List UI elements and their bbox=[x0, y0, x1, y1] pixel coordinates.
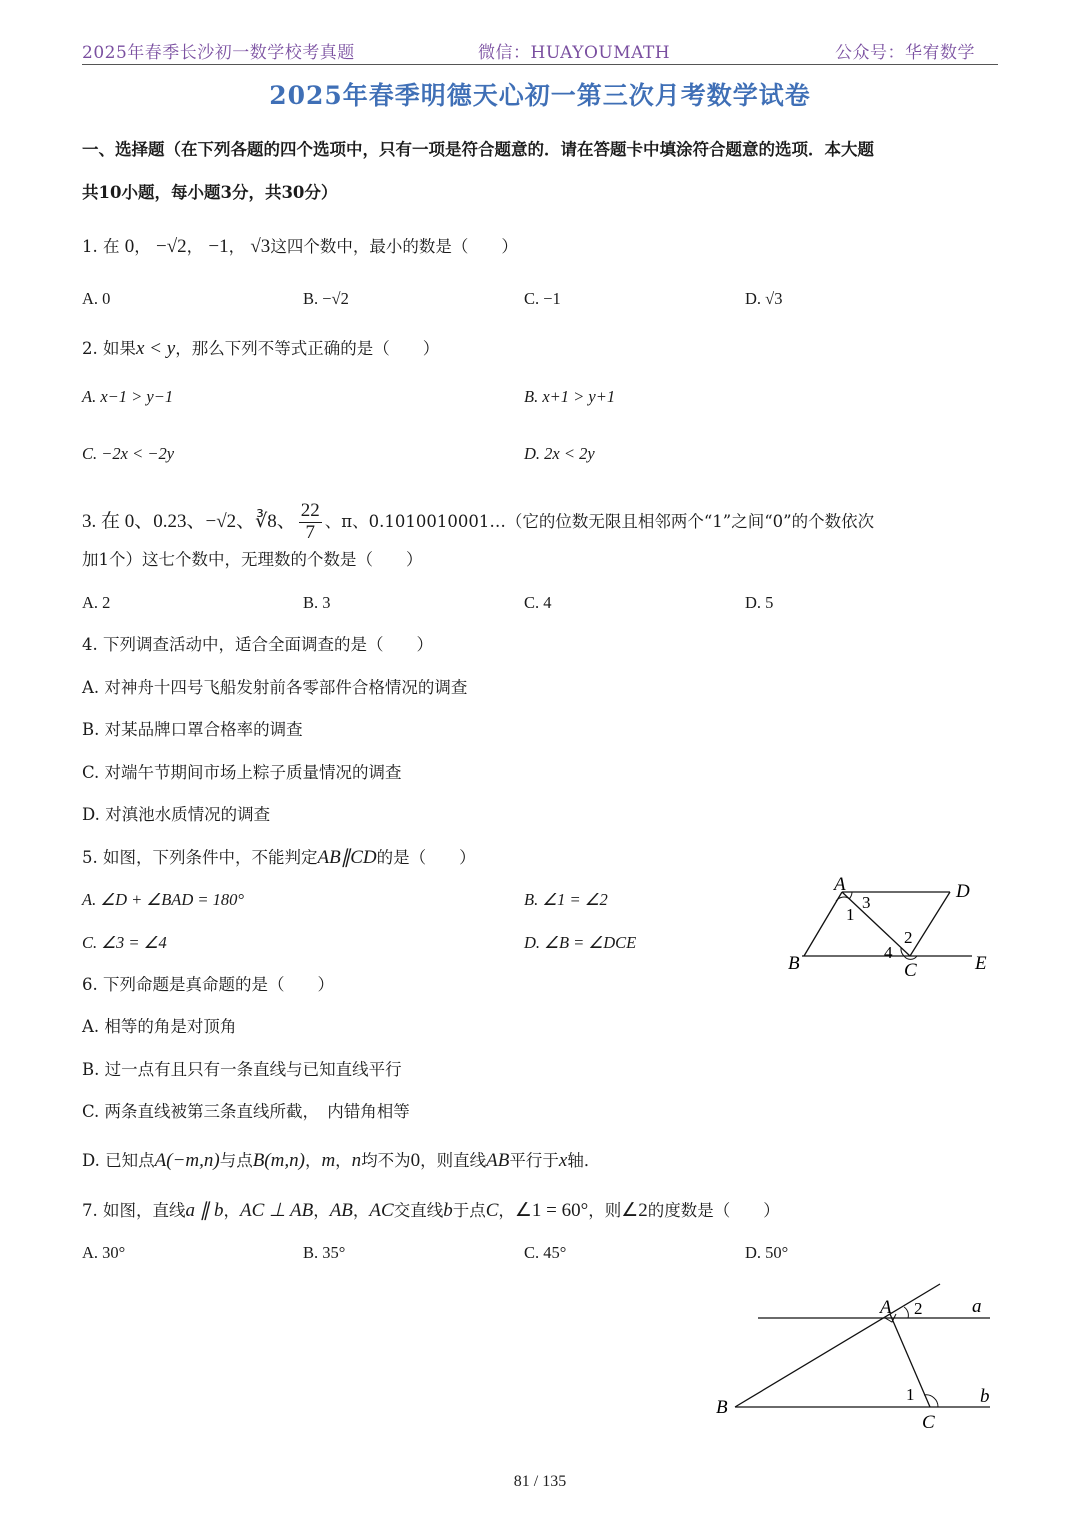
label-c: C bbox=[904, 960, 917, 981]
label-d: D bbox=[956, 881, 970, 902]
label-a-point: A bbox=[880, 1297, 892, 1318]
page-number: 81 / 135 bbox=[513, 1473, 567, 1490]
q7-comma-1: ， bbox=[223, 1201, 240, 1220]
q6d-x: x bbox=[558, 1150, 568, 1171]
label-a: A bbox=[834, 874, 846, 895]
q3-frac-denominator: 7 bbox=[305, 521, 316, 543]
q7-figure bbox=[710, 1278, 1005, 1438]
header-rule bbox=[82, 64, 998, 65]
label-c-point: C bbox=[922, 1412, 935, 1433]
q2-stem bbox=[82, 338, 439, 361]
q1-num-3: √3 bbox=[250, 236, 271, 257]
q6d-text-2: 均不为 bbox=[361, 1151, 411, 1170]
q7-a-parallel-b: a ∥ b bbox=[185, 1200, 224, 1221]
q7-option-c: C. 45° bbox=[524, 1243, 567, 1262]
q2-option-c: C. −2x < −2y bbox=[82, 444, 175, 463]
q4-stem: 4. 下列调查活动中，适合全面调查的是（ ） bbox=[82, 635, 433, 654]
q7-text-3: ，则 bbox=[588, 1201, 622, 1220]
q1-num-0: 0 bbox=[124, 236, 135, 257]
page-title: 2025年春季明德天心初一第三次月考数学试卷 bbox=[269, 81, 811, 110]
label-b: B bbox=[788, 953, 800, 974]
q7-c: C bbox=[485, 1200, 499, 1221]
q7-ac: AC bbox=[369, 1200, 394, 1221]
q3-fraction bbox=[299, 501, 322, 544]
q6d-m: m bbox=[321, 1150, 336, 1171]
section-heading-line1: 一、选择题（在下列各题的四个选项中，只有一项是符合题意的．请在答题卡中填涂符合题意的选项．本大题 bbox=[82, 140, 874, 159]
q5-prefix: 5. 如图，下列条件中，不能判定 bbox=[82, 848, 318, 867]
q6-option-d bbox=[82, 1150, 600, 1173]
q1-option-d: D. √3 bbox=[745, 289, 783, 308]
q2-condition: x < y bbox=[136, 338, 176, 359]
q2-suffix: ，那么下列不等式正确的是（ ） bbox=[175, 339, 440, 358]
q7-option-b: B. 35° bbox=[303, 1243, 346, 1262]
q1-option-b: B. −√2 bbox=[303, 289, 349, 308]
q7-angle-1: ∠1 = 60° bbox=[514, 1200, 589, 1221]
q7-ac-perp-ab: AC ⊥ AB bbox=[240, 1200, 314, 1221]
q6-stem: 6. 下列命题是真命题的是（ ） bbox=[82, 975, 334, 994]
q6d-ab: AB bbox=[486, 1150, 510, 1171]
q3-option-d: D. 5 bbox=[745, 593, 774, 612]
q5-option-a: A. ∠D + ∠BAD = 180° bbox=[82, 890, 245, 909]
q6-option-c: C. 两条直线被第三条直线所截， 内错角相等 bbox=[82, 1102, 410, 1121]
q3-stem-line1 bbox=[82, 501, 874, 544]
q6d-zero: 0 bbox=[410, 1150, 421, 1171]
q3-stem-line2: 加1个）这七个数中，无理数的个数是（ ） bbox=[82, 550, 423, 569]
q7-comma-3: ， bbox=[352, 1201, 370, 1220]
q7-comma-4: ， bbox=[498, 1201, 515, 1220]
q6d-text-4: 平行于 bbox=[509, 1151, 559, 1170]
line-ac bbox=[842, 892, 910, 956]
section-heading-line2: 共10小题，每小题3分，共30分） bbox=[82, 183, 338, 202]
q1-option-a: A. 0 bbox=[82, 289, 111, 308]
line-ab bbox=[804, 892, 842, 956]
label-line-a: a bbox=[972, 1296, 982, 1317]
q7-text-4: 的度数是（ ） bbox=[647, 1201, 780, 1220]
q5-figure bbox=[780, 872, 995, 982]
q6d-point-a: A(−m,n) bbox=[154, 1150, 220, 1171]
line-cd bbox=[910, 892, 950, 956]
q6d-text-3: ，则直线 bbox=[420, 1151, 487, 1170]
q6d-text-0: D. 已知点 bbox=[82, 1151, 155, 1170]
header-right: 公众号：华宥数学 bbox=[835, 43, 975, 63]
q3-suffix: 、π、0.1010010001…（它的位数无限且相邻两个“1”之间“0”的个数依次 bbox=[324, 511, 875, 531]
q7-text-0: 7. 如图，直线 bbox=[82, 1201, 186, 1220]
label-angle-2: 2 bbox=[904, 928, 913, 947]
q4-option-d: D. 对滇池水质情况的调查 bbox=[82, 805, 271, 824]
label-b-point: B bbox=[716, 1397, 728, 1418]
q6d-point-b: B(m,n) bbox=[252, 1150, 305, 1171]
q5-suffix: 的是（ ） bbox=[376, 848, 476, 867]
q4-option-a: A. 对神舟十四号飞船发射前各零部件合格情况的调查 bbox=[82, 678, 468, 697]
q5-option-c: C. ∠3 = ∠4 bbox=[82, 933, 167, 952]
q7-option-d: D. 50° bbox=[745, 1243, 789, 1262]
q6d-comma-1: ， bbox=[304, 1151, 322, 1170]
q3-option-b: B. 3 bbox=[303, 593, 331, 612]
q1-prefix: 1. 在 bbox=[82, 237, 120, 256]
q7-ab: AB bbox=[329, 1200, 353, 1221]
q3-option-c: C. 4 bbox=[524, 593, 552, 612]
header-left: 2025年春季长沙初一数学校考真题 bbox=[82, 43, 355, 63]
angle-arc-3 bbox=[849, 892, 852, 899]
label-angle-2: 2 bbox=[914, 1299, 923, 1318]
q1-stem: 1. 在 0， −√2， −1， √3这四个数中，最小的数是（ ） bbox=[82, 236, 518, 257]
q4-option-c: C. 对端午节期间市场上粽子质量情况的调查 bbox=[82, 763, 402, 782]
q7-stem bbox=[82, 1200, 780, 1223]
q6d-n: n bbox=[351, 1150, 362, 1171]
q2-option-a: A. x−1 > y−1 bbox=[82, 387, 174, 406]
label-angle-1: 1 bbox=[846, 905, 855, 924]
q5-option-d: D. ∠B = ∠DCE bbox=[524, 933, 637, 952]
q3-prefix: 3. 在 0、0.23、−√2、∛8、 bbox=[82, 510, 296, 532]
q7-b: b bbox=[443, 1200, 453, 1221]
q7-angle-2: ∠2 bbox=[621, 1200, 648, 1221]
q6-option-a: A. 相等的角是对顶角 bbox=[82, 1017, 237, 1036]
q6d-text-1: 与点 bbox=[219, 1151, 253, 1170]
q6d-text-5: 轴． bbox=[567, 1151, 601, 1170]
q6d-comma-2: ， bbox=[335, 1151, 352, 1170]
q2-option-d: D. 2x < 2y bbox=[524, 444, 595, 463]
q5-math: AB∥CD bbox=[317, 847, 377, 868]
q2-prefix: 2. 如果 bbox=[82, 339, 136, 358]
q3-frac-numerator: 22 bbox=[300, 500, 320, 521]
q6-option-b: B. 过一点有且只有一条直线与已知直线平行 bbox=[82, 1060, 402, 1079]
label-angle-3: 3 bbox=[862, 893, 871, 912]
q7-text-2: 于点 bbox=[452, 1201, 486, 1220]
q3-option-a: A. 2 bbox=[82, 593, 111, 612]
label-line-b: b bbox=[980, 1386, 990, 1407]
q1-num-2: −1 bbox=[208, 236, 229, 257]
label-angle-4: 4 bbox=[884, 943, 893, 962]
header-center: 微信：HUAYOUMATH bbox=[478, 43, 671, 63]
q7-text-1: 交直线 bbox=[393, 1201, 444, 1220]
q7-option-a: A. 30° bbox=[82, 1243, 126, 1262]
q4-option-b: B. 对某品牌口罩合格率的调查 bbox=[82, 720, 303, 739]
q2-option-b: B. x+1 > y+1 bbox=[524, 387, 616, 406]
q5-option-b: B. ∠1 = ∠2 bbox=[524, 890, 608, 909]
label-e: E bbox=[975, 953, 987, 974]
q1-option-c: C. −1 bbox=[524, 289, 561, 308]
angle-arc-2 bbox=[904, 1307, 908, 1318]
q1-num-1: −√2 bbox=[156, 236, 187, 257]
q7-comma-2: ， bbox=[313, 1201, 330, 1220]
label-angle-1: 1 bbox=[906, 1385, 915, 1404]
q5-stem bbox=[82, 847, 476, 870]
q1-suffix: 这四个数中，最小的数是（ ） bbox=[270, 237, 518, 256]
